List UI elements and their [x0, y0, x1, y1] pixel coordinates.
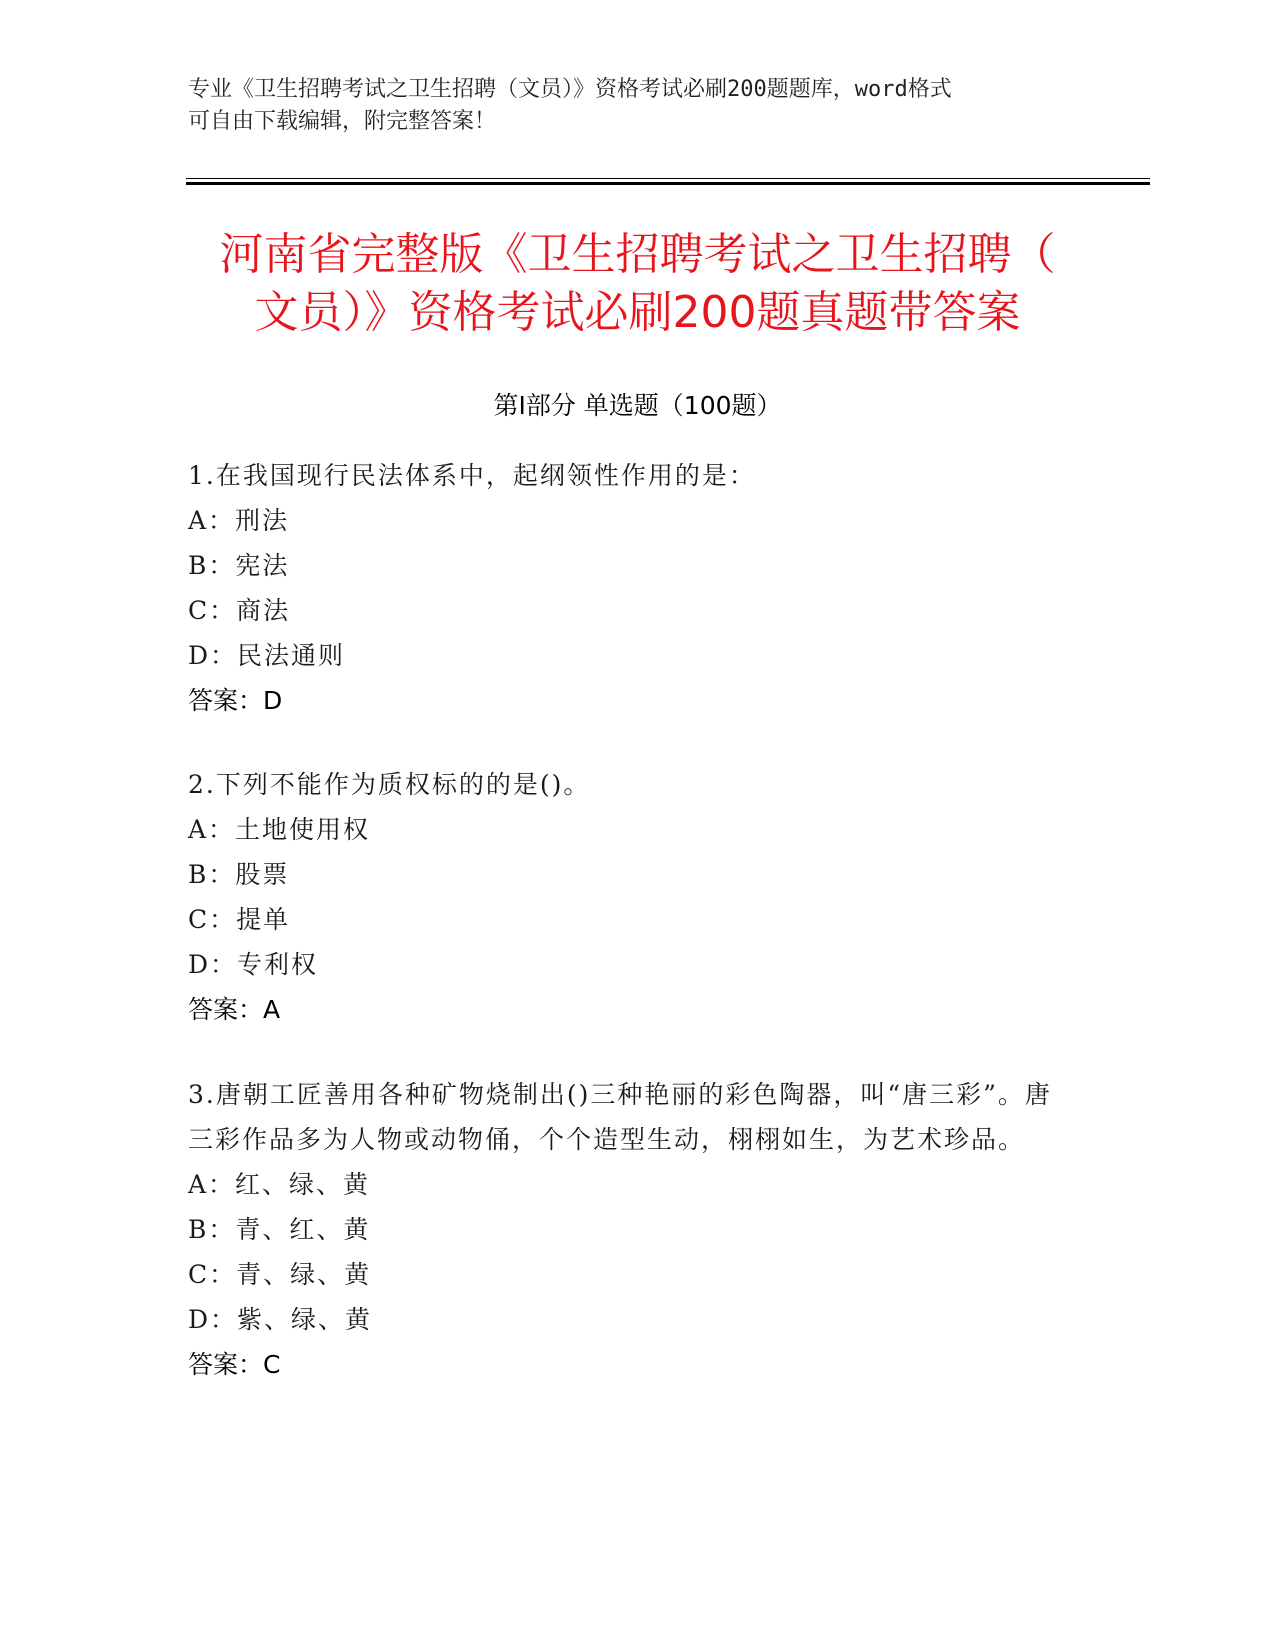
- document-title: [150, 226, 1125, 342]
- question-stem: 2.下列不能作为质权标的的是()。: [188, 770, 591, 799]
- answer: 答案：A: [188, 995, 281, 1024]
- option-a: A：红、绿、黄: [188, 1170, 371, 1199]
- option-a: A：土地使用权: [188, 815, 371, 844]
- header-line-2: 可自由下载编辑，附完整答案！: [188, 109, 497, 134]
- header-divider-thick: [186, 182, 1150, 185]
- question-1: [188, 453, 1068, 723]
- option-d: D：紫、绿、黄: [188, 1305, 373, 1334]
- section-heading: 第Ⅰ部分 单选题（100题）: [493, 391, 782, 420]
- document-header: [188, 74, 1088, 138]
- header-line-1: 专业《卫生招聘考试之卫生招聘（文员）》资格考试必刷200题题库，word格式: [188, 77, 952, 102]
- title-line-1: 河南省完整版《卫生招聘考试之卫生招聘（: [219, 229, 1056, 280]
- option-b: B：宪法: [188, 551, 290, 580]
- option-d: D：民法通则: [188, 641, 346, 670]
- answer: 答案：C: [188, 1350, 281, 1379]
- option-d: D：专利权: [188, 950, 319, 979]
- answer: 答案：D: [188, 686, 283, 715]
- option-b: B：股票: [188, 860, 290, 889]
- option-c: C：商法: [188, 596, 291, 625]
- option-a: A：刑法: [188, 506, 290, 535]
- question-3: [188, 1072, 1068, 1387]
- option-c: C：青、绿、黄: [188, 1260, 372, 1289]
- question-stem: 1.在我国现行民法体系中，起纲领性作用的是：: [188, 461, 756, 490]
- option-b: B：青、红、黄: [188, 1215, 371, 1244]
- question-stem: 3.唐朝工匠善用各种矿物烧制出()三种艳丽的彩色陶器，叫“唐三彩”。唐三彩作品多为人物或动物俑，个个造型生动，栩栩如生，为艺术珍品。: [188, 1080, 1052, 1154]
- header-divider-thin: [186, 178, 1150, 179]
- question-2: [188, 762, 1068, 1032]
- title-line-2: 文员）》资格考试必刷200题真题带答案: [254, 287, 1021, 338]
- option-c: C：提单: [188, 905, 291, 934]
